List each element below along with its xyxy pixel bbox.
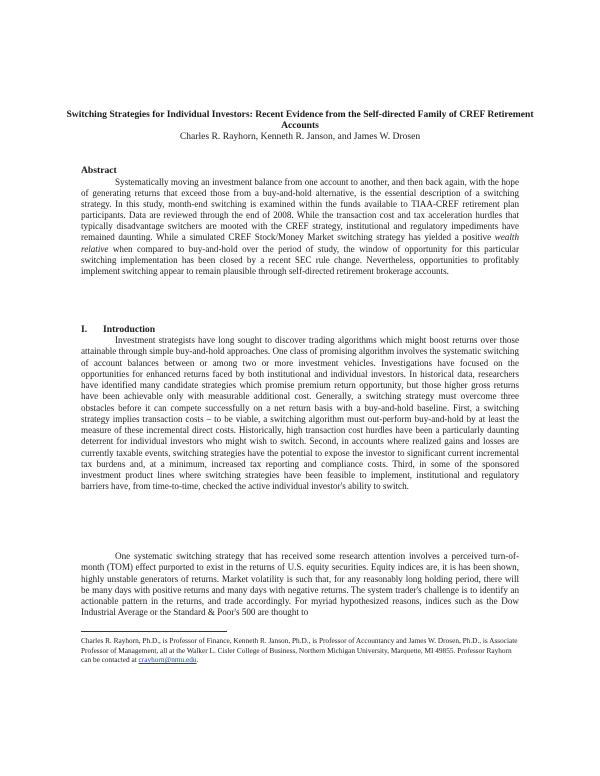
abstract-heading: Abstract <box>81 165 117 176</box>
section-number: I. <box>81 324 88 335</box>
paper-title: Switching Strategies for Individual Investors: Recent Evidence from the Self-directed Family of CREF Retirement Accounts <box>66 109 534 131</box>
intro-paragraph-1: Investment strategists have long sought to discover trading algorithms which might boost returns over those attainable through simple buy-and-hold approaches. One class of promising algorithm involves the systematic switching of account balances between or among two or more investment vehicles. Investigations have focused on the opportunities for enhanced returns faced by both institutional and individual investors. In historical data, researchers have identified many candidate strategies which promise premium return opportunity, but those higher gross returns have been achievable only with measurable additional cost. Generally, a switching strategy must overcome three obstacles before it can compete successfully on a net return basis with a buy-and-hold baseline. First, a switching strategy implies transaction costs – to be viable, a switching algorithm must out-perform buy-and-hold by at least the measure of these incremental direct costs. Historically, high transaction cost hurdles have been a particularly daunting deterrent for individual investors who might wish to switch. Second, in accounts where realized gains and losses are currently taxable events, switching strategies have the potential to expose the investor to significant current incremental tax burdens and, at a minimum, increased tax reporting and compliance costs. Third, in some of the sponsored investment product lines where switching strategies have been feasible to implement, institutional and regulatory barriers have, from time-to-time, checked the active individual investor's ability to switch. <box>81 335 519 492</box>
author-footnote <box>81 636 519 665</box>
footnote-text: Charles R. Rayhorn, Ph.D., is Professor of Finance, Kenneth R. Janson, Ph.D., is Professor of Accountancy and James W. Drosen, Ph.D., is Associate Professor of Management, all at the Walker L. Cisler College of Business, Northern Michigan University, Marquette, MI 49855. Professor Rayhorn can be contacted at <box>81 636 518 665</box>
abstract-text-pre: Systematically moving an investment balance from one account to another, and then back again, with the hope of generating returns that exceed those from a buy-and-hold alternative, is the essential description of a switching strategy. In this study, month-end switching is examined within the funds available to TIAA-CREF retirement plan participants. Data are reviewed through the end of 2008. While the transaction cost and tax acceleration hurdles that typically disadvantage switchers are mooted with the CREF strategy, institutional and regulatory impediments have remained daunting. While a simulated CREF Stock/Money Market switching strategy has yielded a positive <box>81 177 519 243</box>
section-heading-introduction <box>81 324 155 335</box>
footnote-rule <box>81 631 227 632</box>
author-list: Charles R. Rayhorn, Kenneth R. Janson, and James W. Drosen <box>179 131 421 142</box>
abstract-emphasis: wealth relative <box>81 232 519 254</box>
section-title: Introduction <box>103 324 156 335</box>
abstract-body <box>81 177 519 277</box>
footnote-end: . <box>196 655 199 665</box>
abstract-text-post: when compared to buy-and-hold over the period of study, the window of opportunity for this particular switching implementation has been closed by a recent SEC rule change. Nevertheless, opportunities to profitably implement switching appear to remain plausible through self-directed retirement brokerage accounts. <box>81 243 519 276</box>
intro-paragraph-2: One systematic switching strategy that has received some research attention involves a perceived turn-of-month (TOM) effect purported to exist in the returns of U.S. equity securities. Equity indices are, it is has been shown, highly unstable generators of returns. Market volatility is such that, for any reasonably long holding period, there will be many days with positive returns and many days with negative returns. The system trader's challenge is to identify an actionable pattern in the returns, and trade accordingly. For myriad hypothesized reasons, indices such as the Dow Industrial Average or the Standard & Poor's 500 are thought to <box>81 551 519 618</box>
author-email-link[interactable]: crayhorn@nmu.edu <box>138 655 197 665</box>
